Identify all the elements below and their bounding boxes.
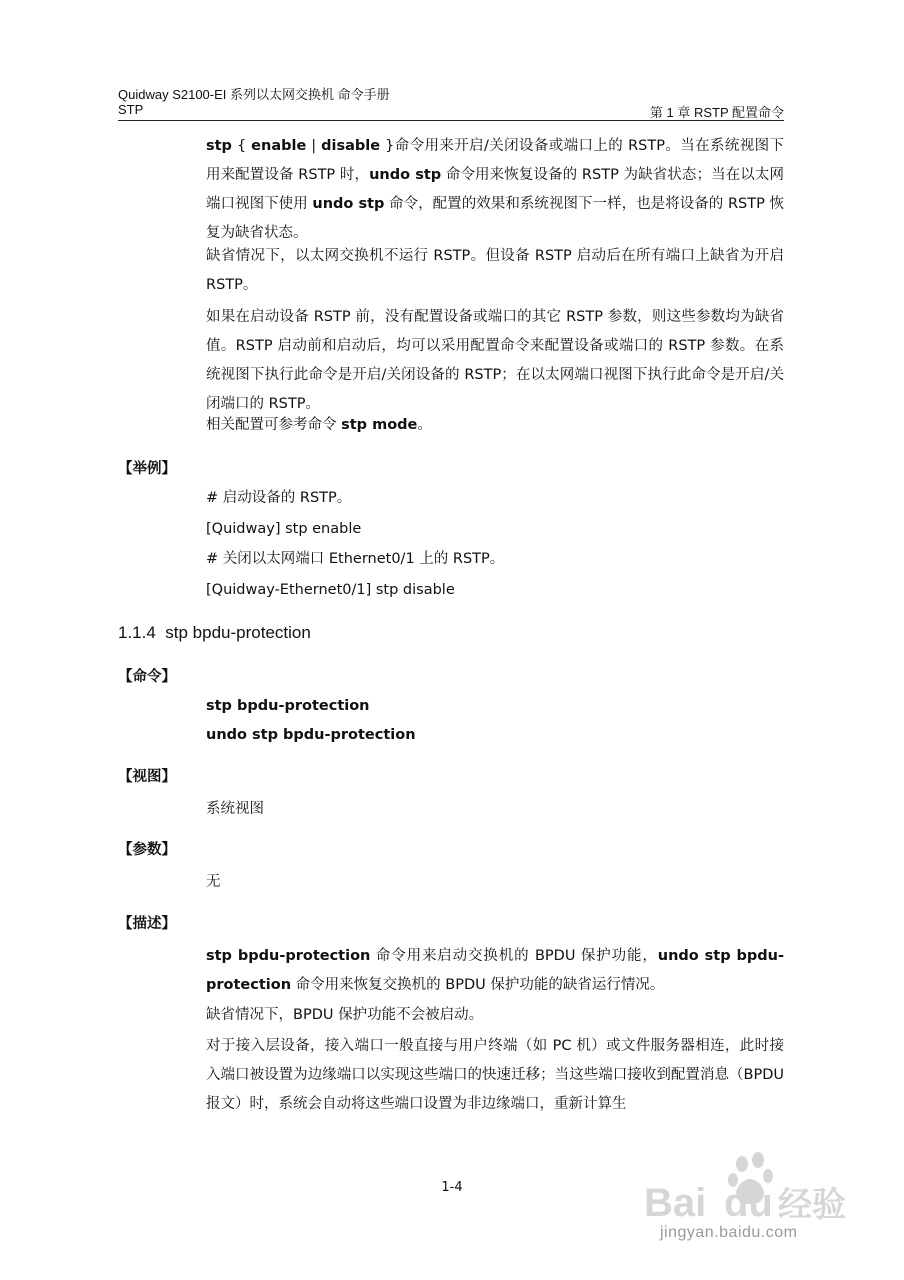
header-rule [118,120,784,121]
description-paragraph-2: 缺省情况下，BPDU 保护功能不会被启动。 [206,1007,484,1023]
view-label: 【视图】 [118,769,176,785]
watermark-brand2: du [724,1181,773,1225]
command-label: 【命令】 [118,669,176,685]
section-title: stp bpdu-protection [165,623,311,642]
desc-paragraph-4 [206,411,784,440]
command-line: stp bpdu-protection [206,698,370,714]
example-label: 【举例】 [118,461,176,477]
desc-paragraph-1 [206,132,784,248]
params-value: 无 [206,874,221,890]
cmd-keyword: stp bpdu-protection [206,948,371,964]
header-chapter-title: 第 1 章 RSTP 配置命令 [649,105,784,120]
baidu-paw-logo-icon [640,1150,870,1230]
text: | [306,138,322,154]
section-heading [118,623,311,643]
watermark-suffix: 经验 [778,1185,846,1225]
text: 命令用来恢复交换机的 BPDU 保护功能的缺省运行情况。 [291,977,665,993]
cmd-keyword: enable [251,138,307,154]
doc-title: Quidway S2100-EI 系列以太网交换机 命令手册 [118,87,390,102]
watermark-url: jingyan.baidu.com [660,1224,798,1241]
example-line: # 启动设备的 RSTP。 [206,490,352,506]
text: 命令用来启动交换机的 BPDU 保护功能， [370,948,658,964]
desc-paragraph-2: 缺省情况下，以太网交换机不运行 RSTP。但设备 RSTP 启动后在所有端口上缺省为开启 RSTP。 [206,248,784,293]
view-value: 系统视图 [206,801,264,817]
cmd-keyword: undo stp [369,167,442,183]
text: }命令用来开启/关闭设备或端口上的 RSTP。当在系统视图下用来配置设备 RSTP 时， [206,138,784,183]
example-line: [Quidway] stp enable [206,521,362,537]
description-label: 【描述】 [118,916,176,932]
text: 命令用来恢复设备的 RSTP 为缺省状态；当在以太网端口视图下使用 [206,167,784,212]
description-paragraph-1 [206,942,784,1000]
cmd-keyword: stp mode [341,417,418,433]
example-line: [Quidway-Ethernet0/1] stp disable [206,582,455,598]
cmd-keyword: disable [321,138,381,154]
cmd-keyword: stp [206,138,232,154]
cmd-keyword: undo stp [312,196,385,212]
section-number: 1.1.4 [118,623,156,642]
desc-paragraph-3: 如果在启动设备 RSTP 前，没有配置设备或端口的其它 RSTP 参数，则这些参数均为缺省值。RSTP 启动前和启动后，均可以采用配置命令来配置设备或端口的 RSTP 参数。在系统视图下执行此命令是开启/关闭设备的 RSTP；在以太网端口视图下执行此命令是开启/关闭端口的 RSTP。 [206,309,784,412]
text: 相关配置可参考命令 [206,417,342,433]
description-paragraph-3: 对于接入层设备，接入端口一般直接与用户终端（如 PC 机）或文件服务器相连，此时接入端口被设置为边缘端口以实现这些端口的快速迁移；当这些端口接收到配置消息（BPDU 报文）时，系统会自动将这些端口设置为非边缘端口，重新计算生 [206,1038,784,1112]
text: 命令，配置的效果和系统视图下一样，也是将设备的 RSTP 恢复为缺省状态。 [206,196,784,241]
watermark-brand: Bai [644,1181,707,1225]
example-line: # 关闭以太网端口 Ethernet0/1 上的 RSTP。 [206,551,505,567]
text: 。 [417,417,432,433]
cmd-keyword: undo stp bpdu-protection [206,948,784,993]
baidu-jingyan-watermark [640,1150,870,1260]
text: { [231,138,252,154]
page-number: 1-4 [441,1180,463,1195]
command-line: undo stp bpdu-protection [206,727,416,743]
params-label: 【参数】 [118,842,176,858]
header-chapter-short: STP [118,102,144,117]
